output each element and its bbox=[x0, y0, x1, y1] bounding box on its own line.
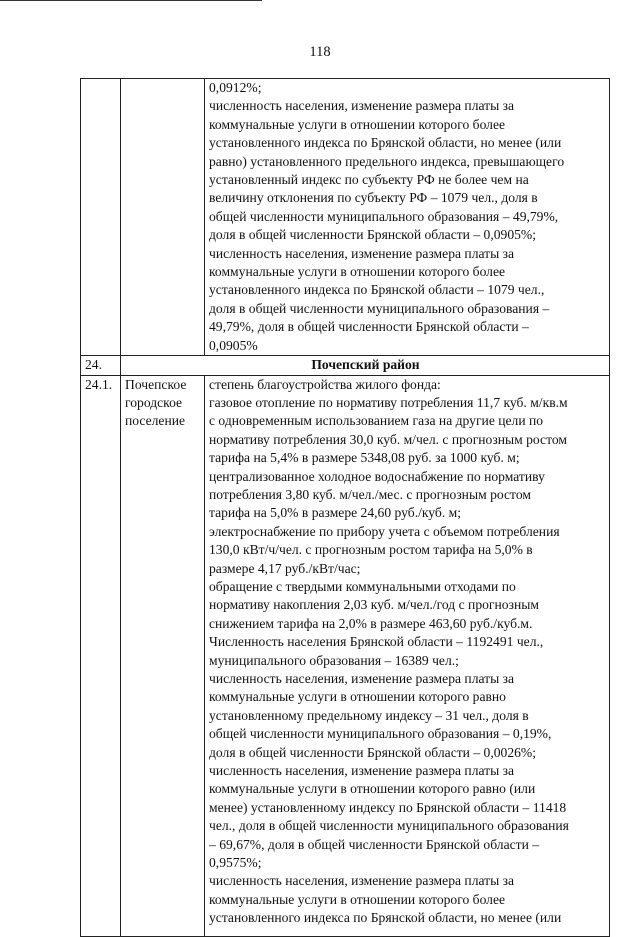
text-line: доля в общей численности муниципального образования – bbox=[209, 300, 550, 316]
text-line: доля в общей численности Брянской области – 0,0026%; bbox=[209, 744, 537, 760]
text-line: коммунальные услуги в отношении которого более bbox=[209, 891, 506, 907]
text-line: централизованное холодное водоснабжение по нормативу bbox=[209, 468, 545, 484]
text-line: муниципального образования – 16389 чел.; bbox=[209, 652, 459, 668]
text-line: обращение с твердыми коммунальными отходами по bbox=[209, 578, 516, 594]
section-number: 24. bbox=[81, 356, 121, 375]
item-number: 24.1. bbox=[81, 375, 121, 936]
text-line: установленного индекса по Брянской области, но менее (или bbox=[209, 910, 562, 926]
text-line: общей численности муниципального образования – 0,19%, bbox=[209, 726, 552, 742]
text-line: 49,79%, доля в общей численности Брянской области – bbox=[209, 319, 529, 335]
text-line: – 69,67%, доля в общей численности Брянской области – bbox=[209, 836, 540, 852]
text-line: газовое отопление по нормативу потребления 11,7 куб. м/кв.м bbox=[209, 394, 568, 410]
text-line: 0,9575%; bbox=[209, 855, 262, 871]
page-number: 118 bbox=[309, 44, 331, 60]
text-line: численность населения, изменение размера платы за bbox=[209, 245, 515, 261]
data-table bbox=[80, 78, 610, 937]
text-line: снижением тарифа на 2,0% в размере 463,60 руб./куб.м. bbox=[209, 615, 533, 631]
text-line: нормативу потребления 30,0 куб. м/чел. с прогнозным ростом bbox=[209, 431, 567, 447]
description-cell bbox=[205, 79, 610, 356]
text-line: установленный индекс по субъекту РФ не более чем на bbox=[209, 172, 529, 188]
text-line: чел., доля в общей численности муниципального образования bbox=[209, 818, 569, 834]
text-line: доля в общей численности Брянской области – 0,0905%; bbox=[209, 227, 537, 243]
text-line: коммунальные услуги в отношении которого более bbox=[209, 264, 506, 280]
table-row-continued bbox=[81, 79, 610, 356]
text-line: коммунальные услуги в отношении которого равно bbox=[209, 689, 506, 705]
text-line: с одновременным использованием газа на другие цели по bbox=[209, 413, 544, 429]
table-row-item bbox=[81, 375, 610, 936]
item-name-cell bbox=[121, 375, 205, 936]
text-line: численность населения, изменение размера платы за bbox=[209, 873, 515, 889]
text-line: коммунальные услуги в отношении которого более bbox=[209, 116, 506, 132]
text-line: численность населения, изменение размера платы за bbox=[209, 763, 515, 779]
item-name-line: городское bbox=[125, 394, 183, 410]
text-line: величину отклонения по субъекту РФ – 1079 чел., доля в bbox=[209, 190, 538, 206]
item-name-line: поселение bbox=[125, 413, 186, 429]
text-line: численность населения, изменение размера платы за bbox=[209, 671, 515, 686]
text-line: установленному предельному индексу – 31 чел., доля в bbox=[209, 707, 529, 723]
text-line: размере 4,17 руб./кВт/час; bbox=[209, 560, 361, 576]
text-line: установленного индекса по Брянской области – 1079 чел., bbox=[209, 282, 545, 298]
text-line: потребления 3,80 куб. м/чел./мес. с прогнозным ростом bbox=[209, 486, 531, 502]
text-line: тарифа на 5,0% в размере 24,60 руб./куб. м; bbox=[209, 505, 461, 521]
text-line: установленного индекса по Брянской области, но менее (или bbox=[209, 135, 562, 151]
item-description-cell bbox=[205, 375, 610, 936]
text-line: численность населения, изменение размера платы за bbox=[209, 98, 515, 114]
text-line: 130,0 кВт/ч/чел. с прогнозным ростом тарифа на 5,0% в bbox=[209, 542, 533, 558]
section-title: Почепский район bbox=[121, 356, 610, 375]
text-line: Численность населения Брянской области – 1192491 чел., bbox=[209, 634, 544, 650]
text-line: менее) установленному индексу по Брянской области – 11418 bbox=[209, 799, 567, 815]
item-name-line: Почепское bbox=[125, 376, 187, 392]
number-cell bbox=[81, 79, 121, 356]
header-rule bbox=[0, 0, 262, 1]
text-line: общей численности муниципального образования – 49,79%, bbox=[209, 208, 559, 224]
text-line: 0,0905% bbox=[209, 337, 258, 353]
text-line: степень благоустройства жилого фонда: bbox=[209, 376, 441, 392]
text-line: нормативу накопления 2,03 куб. м/чел./год с прогнозным bbox=[209, 597, 539, 613]
text-line: равно) установленного предельного индекса, превышающего bbox=[209, 153, 565, 169]
text-line: электроснабжение по прибору учета с объемом потребления bbox=[209, 523, 560, 539]
text-line: 0,0912%; bbox=[209, 80, 262, 95]
text-line: коммунальные услуги в отношении которого равно (или bbox=[209, 781, 536, 797]
text-line: тарифа на 5,4% в размере 5348,08 руб. за 1000 куб. м; bbox=[209, 450, 520, 466]
table-row-section bbox=[81, 356, 610, 375]
name-cell bbox=[121, 79, 205, 356]
